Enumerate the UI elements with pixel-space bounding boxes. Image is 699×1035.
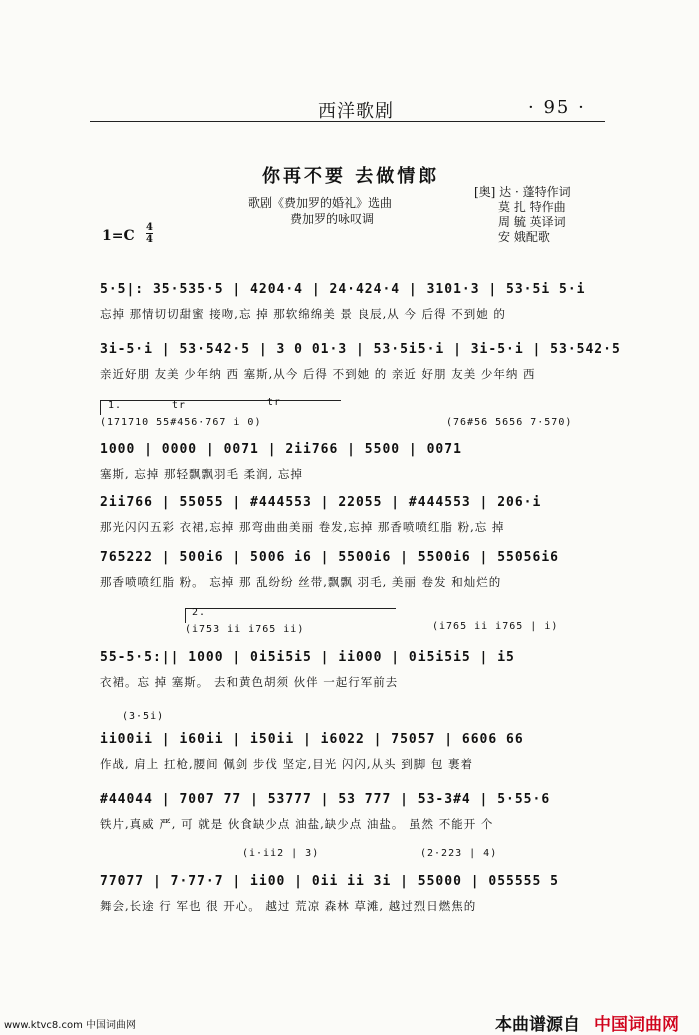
- system-3-lyrics: 塞斯, 忘掉 那轻飘飘羽毛 柔润, 忘掉: [100, 467, 303, 481]
- system-2-lyrics: 亲近好朋 友美 少年纳 西 塞斯,从今 后得 不到她 的 亲近 好朋 友美 少年纳 西: [100, 367, 536, 381]
- system-3-notes: 1000 | 0000 | 0071 | 2ii766 | 5500 | 0071: [100, 442, 462, 457]
- system-8-notes: #44044 | 7007 77 | 53777 | 53 777 | 53-3#4 | 5·55·6: [100, 792, 551, 807]
- header-rule: [90, 121, 605, 122]
- credit-lyricist: [奥] 达 · 蓬特作词: [474, 185, 571, 199]
- system-3-annotation-left: (171710 55#456·767 i 0): [100, 417, 262, 428]
- footer-source-label: 本曲谱源自: [495, 1015, 580, 1035]
- trill-mark-2: tr: [267, 397, 282, 408]
- system-6-annotation-left: (i753 ii i765 ii): [185, 624, 305, 635]
- credit-composer: 莫 扎 特作曲: [498, 200, 566, 214]
- credits-block: [474, 185, 571, 245]
- credit-translator: 周 毓 英译词: [498, 215, 566, 229]
- trill-mark-1: tr: [172, 400, 187, 411]
- system-5-lyrics: 那香喷喷红脂 粉。 忘掉 那 乱纷纷 丝带,飘飘 羽毛, 美丽 卷发 和灿烂的: [100, 575, 502, 589]
- volta-bracket-1: [100, 400, 341, 415]
- credit-arranger: 安 娥配歌: [498, 230, 550, 244]
- time-signature-bottom: 4: [146, 234, 153, 245]
- system-7-lyrics: 作战, 肩上 扛枪,腰间 佩剑 步伐 坚定,目光 闪闪,从头 到脚 包 裹着: [100, 757, 474, 771]
- time-signature-top: 4: [146, 222, 153, 233]
- volta-label-1: 1.: [108, 400, 123, 411]
- volta-label-2: 2.: [192, 607, 207, 618]
- volta-bracket-2: [185, 608, 396, 623]
- page-number: · 95 ·: [528, 97, 586, 118]
- song-subtitle-2: 费加罗的咏叹调: [290, 212, 375, 226]
- key-signature: 1=C: [102, 228, 135, 244]
- system-9-annotation-right: (2·223 | 4): [420, 848, 498, 859]
- system-8-lyrics: 铁片,真威 严, 可 就是 伙食缺少点 油盐,缺少点 油盐。 虽然 不能开 个: [100, 817, 494, 831]
- system-9-annotation-left: (i·ii2 | 3): [242, 848, 320, 859]
- system-7-notes: ii00ii | i60ii | i50ii | i6022 | 75057 | 6606 66: [100, 732, 524, 747]
- system-6-annotation-right: (i765 ii i765 | i): [432, 621, 559, 632]
- book-title: 西洋歌剧: [318, 101, 394, 122]
- footer-site-name[interactable]: 中国词曲网: [594, 1015, 679, 1035]
- system-9-lyrics: 舞会,长途 行 军也 很 开心。 越过 荒凉 森林 草滩, 越过烈日燃焦的: [100, 899, 477, 913]
- system-4-notes: 2ii766 | 55055 | #444553 | 22055 | #444553 | 206·i: [100, 495, 542, 510]
- system-1-notes: 5·5|: 35·535·5 | 4204·4 | 24·424·4 | 3101·3 | 53·5i 5·i: [100, 282, 586, 297]
- song-subtitle-1: 歌剧《费加罗的婚礼》选曲: [248, 196, 393, 210]
- time-signature: [146, 222, 153, 245]
- system-4-lyrics: 那光闪闪五彩 衣裙,忘掉 那弯曲曲美丽 卷发,忘掉 那香喷喷红脂 粉,忘 掉: [100, 520, 505, 534]
- footer-site-url[interactable]: www.ktvc8.com 中国词曲网: [4, 1020, 137, 1031]
- system-1-lyrics: 忘掉 那情切切甜蜜 接吻,忘 掉 那软绵绵美 景 良辰,从 今 后得 不到她 的: [100, 307, 506, 321]
- system-9-notes: 77077 | 7·77·7 | ii00 | 0ii ii 3i | 55000 | 055555 5: [100, 874, 559, 889]
- song-title: 你再不要 去做情郎: [262, 166, 440, 187]
- system-5-notes: 765222 | 500i6 | 5006 i6 | 5500i6 | 5500i6 | 55056i6: [100, 550, 559, 565]
- system-2-notes: 3i-5·i | 53·542·5 | 3 0 01·3 | 53·5i5·i | 3i-5·i | 53·542·5: [100, 342, 621, 357]
- system-6-notes: 55-5·5:|| 1000 | 0i5i5i5 | ii000 | 0i5i5i5 | i5: [100, 650, 515, 665]
- system-6-lyrics: 衣裙。忘 掉 塞斯。 去和黄色胡须 伙伴 一起行军前去: [100, 675, 399, 689]
- system-3-annotation-right: (76#56 5656 7·570): [446, 417, 573, 428]
- system-7-annotation-left: (3·5i): [122, 711, 165, 722]
